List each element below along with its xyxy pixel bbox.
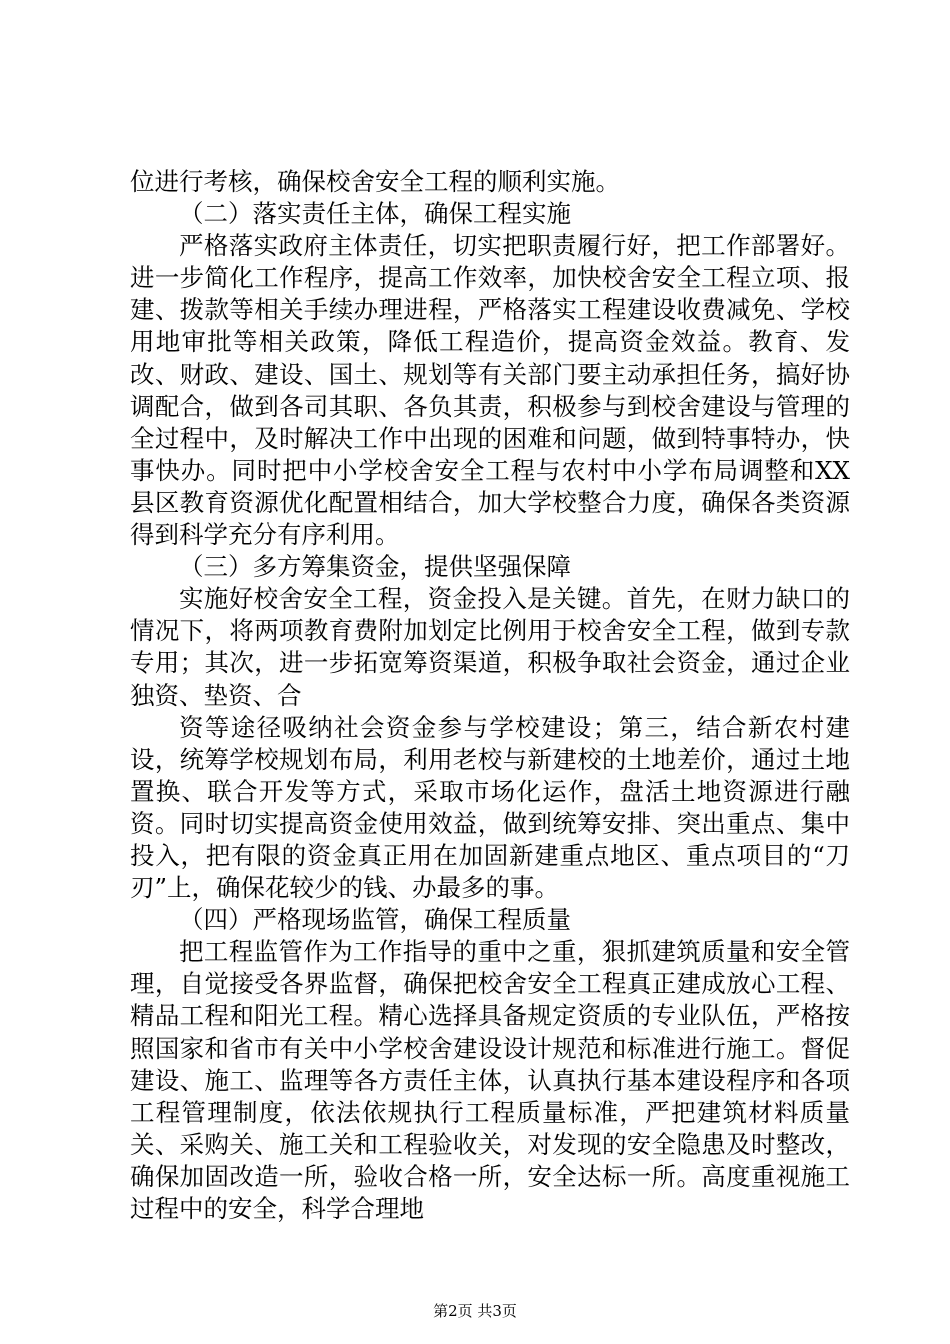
page-footer: 第2页 共3页 bbox=[433, 1302, 517, 1320]
paragraph: 把工程监管作为工作指导的重中之重，狠抓建筑质量和安全管理，自觉接受各界监督，确保把校舍安全工程真正建成放心工程、精品工程和阳光工程。精心选择具备规定资质的专业队伍，严格按照国家和省市有关中小学校舍建设设计规范和标准进行施工。督促建设、施工、监理等各方责任主体，认真执行基本建设程序和各项工程管理制度，依法依规执行工程质量标准，严把建筑材料质量关、采购关、施工关和工程验收关，对发现的安全隐患及时整改，确保加固改造一所，验收合格一所，安全达标一所。高度重视施工过程中的安全，科学合理地 bbox=[130, 937, 850, 1223]
paragraph-continuation: 位进行考核，确保校舍安全工程的顺利实施。 bbox=[130, 167, 620, 196]
paragraph: 严格落实政府主体责任，切实把职责履行好，把工作部署好。进一步简化工作程序，提高工作效率，加快校舍安全工程立项、报建、拨款等相关手续办理进程，严格落实工程建设收费减免、学校用地审批等相关政策，降低工程造价，提高资金效益。教育、发改、财政、建设、国土、规划等有关部门要主动承担任务，搞好协调配合，做到各司其职、各负其责，积极参与到校舍建设与管理的全过程中，及时解决工作中出现的困难和问题，做到特事特办，快事快办。同时把中小学校舍安全工程与农村中小学布局调整和XX县区教育资源优化配置相结合，加大学校整合力度，确保各类资源得到科学充分有序利用。 bbox=[130, 231, 850, 550]
paragraph: 资等途径吸纳社会资金参与学校建设；第三，结合新农村建设，统筹学校规划布局，利用老校与新建校的土地差价，通过土地置换、联合开发等方式，采取市场化运作，盘活土地资源进行融资。同时切实提高资金使用效益，做到统筹安排、突出重点、集中投入，把有限的资金真正用在加固新建重点地区、重点项目的“刀刃”上，确保花较少的钱、办最多的事。 bbox=[130, 712, 850, 903]
document-body bbox=[130, 166, 850, 1225]
paragraph: 实施好校舍安全工程，资金投入是关键。首先，在财力缺口的情况下，将两项教育费附加划定比例用于校舍安全工程，做到专款专用；其次，进一步拓宽筹资渠道，积极争取社会资金，通过企业独资、垫资、合 bbox=[130, 584, 850, 710]
section-heading-4: （四）严格现场监管，确保工程质量 bbox=[179, 905, 571, 935]
section-heading-3: （三）多方筹集资金，提供坚强保障 bbox=[179, 552, 571, 582]
section-heading-2: （二）落实责任主体，确保工程实施 bbox=[179, 199, 571, 229]
